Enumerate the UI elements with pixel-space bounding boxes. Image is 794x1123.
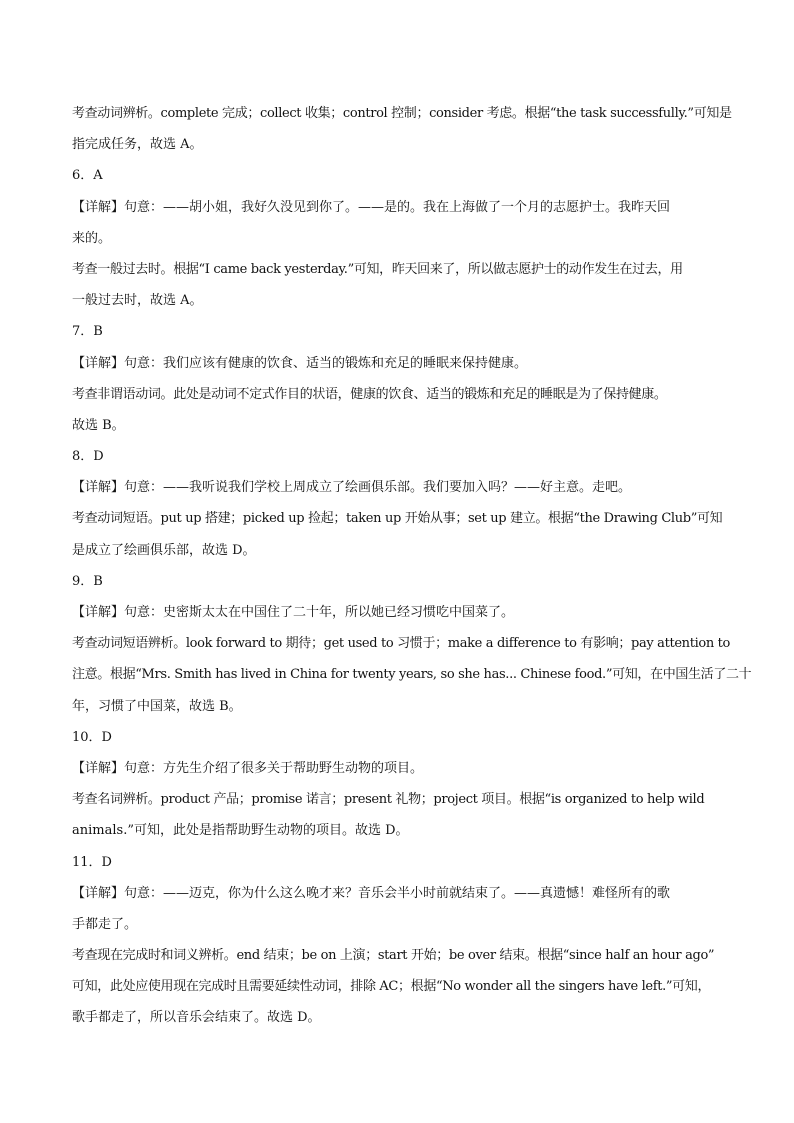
question-answer: 10．D: [72, 729, 112, 745]
text-line: 【详解】句意：——胡小姐，我好久没见到你了。——是的。我在上海做了一个月的志愿护士。我昨天回: [72, 199, 671, 215]
answer-explanations: [72, 98, 762, 1034]
text-line: 考查动词短语。put up 搭建；picked up 捡起；taken up 开始从事；set up 建立。根据“the Drawing Club”可知: [72, 511, 723, 527]
text-line: 考查动词短语辨析。look forward to 期待；get used to 习惯于；make a difference to 有影响；pay attention to: [72, 636, 731, 652]
text-line: 【详解】句意：——我听说我们学校上周成立了绘画俱乐部。我们要加入吗？——好主意。走吧。: [72, 480, 632, 496]
text-line: 手都走了。: [72, 916, 138, 932]
question-answer: 8．D: [72, 449, 104, 465]
text-line: 考查名词辨析。product 产品；promise 诺言；present 礼物；project 项目。根据“is organized to help wild: [72, 792, 705, 808]
text-line: 年，习惯了中国菜，故选 B。: [72, 698, 242, 714]
text-line: 指完成任务，故选 A。: [72, 137, 203, 153]
text-line: 故选 B。: [72, 417, 125, 433]
question-answer: 11．D: [72, 854, 112, 870]
text-line: animals.”可知，此处是指帮助野生动物的项目。故选 D。: [72, 823, 409, 839]
text-line: 来的。: [72, 230, 112, 246]
question-answer: 6．A: [72, 168, 103, 184]
text-line: 考查非谓语动词。此处是动词不定式作目的状语，健康的饮食、适当的锻炼和充足的睡眠是为了保持健康。: [72, 386, 667, 402]
text-line: 是成立了绘画俱乐部，故选 D。: [72, 542, 256, 558]
question-answer: 9．B: [72, 573, 103, 589]
text-line: 歌手都走了，所以音乐会结束了。故选 D。: [72, 1010, 321, 1026]
text-line: 【详解】句意：史密斯太太在中国住了二十年，所以她已经习惯吃中国菜了。: [72, 605, 515, 620]
text-line: 可知，此处应使用现在完成时且需要延续性动词，排除 AC；根据“No wonder all the singers have left.”可知，: [72, 979, 711, 995]
text-line: 一般过去时，故选 A。: [72, 293, 203, 309]
text-line: 考查一般过去时。根据“I came back yesterday.”可知，昨天回来了，所以做志愿护士的动作发生在过去，用: [72, 261, 683, 277]
text-line: 【详解】句意：——迈克，你为什么这么晚才来？音乐会半小时前就结束了。——真遗憾！难怪所有的歌: [72, 885, 671, 901]
text-line: 考查现在完成时和词义辨析。end 结束；be on 上演；start 开始；be over 结束。根据“since half an hour ago”: [72, 948, 715, 964]
question-answer: 7．B: [72, 324, 103, 340]
text-line: 【详解】句意：方先生介绍了很多关于帮助野生动物的项目。: [72, 760, 424, 776]
text-line: 考查动词辨析。complete 完成；collect 收集；control 控制；consider 考虑。根据“the task successfully.”可知是: [72, 106, 732, 121]
text-line: 【详解】句意：我们应该有健康的饮食、适当的锻炼和充足的睡眠来保持健康。: [72, 355, 528, 371]
text-line: 注意。根据“Mrs. Smith has lived in China for twenty years, so she has... Chinese food.”可知，在中国生活了二十: [72, 667, 752, 683]
